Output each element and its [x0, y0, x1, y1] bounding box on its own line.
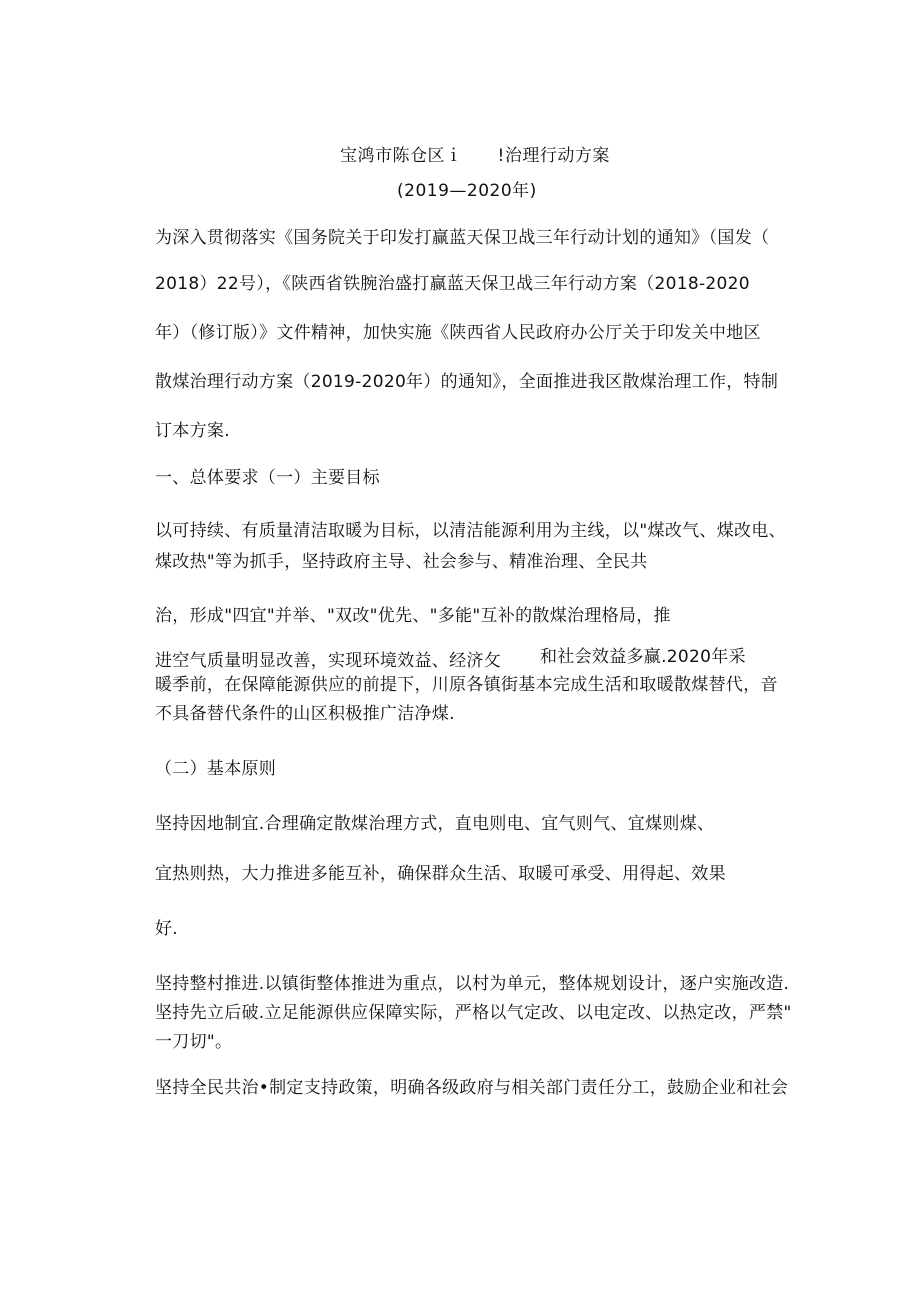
goal-line: 煤改热"等为抓手，坚持政府主导、社会参与、精准治理、全民共 — [155, 552, 648, 572]
goal-line: 暖季前，在保障能源供应的前提下，川原各镇街基本完成生活和取暖散煤替代，音 — [155, 675, 778, 695]
intro-line: 年）（修订版）》文件精神，加快实施《陕西省人民政府办公厅关于印发关中地区 — [155, 323, 761, 343]
intro-line: 2018）22号），《陕西省铁腕治盛打赢蓝天保卫战三年行动方案（2018-2020 — [155, 274, 750, 294]
principle-line: 一刀切"。 — [155, 1032, 233, 1052]
principle-line: 宜热则热，大力推进多能互补，确保群众生活、取暖可承受、用得起、效果 — [155, 864, 726, 884]
section-heading: 一、总体要求（一）主要目标 — [155, 468, 380, 488]
principle-line: 坚持全民共治•制定支持政策，明确各级政府与相关部门责任分工，鼓励企业和社会 — [155, 1078, 789, 1098]
goal-line: 进空气质量明显改善，实现环境效益、经济攵 — [155, 651, 501, 671]
section-heading: （二）基本原则 — [155, 759, 277, 779]
goal-line: 和社会效益多赢.2020年采 — [540, 647, 746, 667]
intro-line: 为深入贯彻落实《国务院关于印发打赢蓝天保卫战三年行动计划的通知》（国发（ — [155, 228, 770, 248]
principle-line: 好. — [155, 919, 179, 939]
goal-line: 治，形成"四宜"并举、"双改"优先、"多能"互补的散煤治理格局，推 — [155, 606, 671, 626]
principle-line: 坚持先立后破.立足能源供应保障实际，严格以气定改、以电定改、以热定改，严禁" — [155, 1003, 792, 1023]
document-title: 宝鸿市陈仓区ｉ !治理行动方案 — [340, 146, 610, 166]
goal-line: 以可持续、有质量清洁取暖为目标，以清洁能源利用为主线，以"煤改气、煤改电、 — [155, 521, 786, 541]
principle-line: 坚持因地制宜.合理确定散煤治理方式，直电则电、宜气则气、宜煤则煤、 — [155, 814, 715, 834]
document-subtitle: (2019—2020年) — [397, 181, 537, 201]
intro-line: 散煤治理行动方案（2019-2020年）的通知》，全面推进我区散煤治理工作，特制 — [155, 372, 779, 392]
goal-line: 不具备替代条件的山区积极推广洁净煤. — [155, 704, 455, 724]
intro-line: 订本方案. — [155, 421, 230, 441]
principle-line: 坚持整村推进.以镇街整体推进为重点，以村为单元，整体规划设计，逐户实施改造. — [155, 974, 790, 994]
